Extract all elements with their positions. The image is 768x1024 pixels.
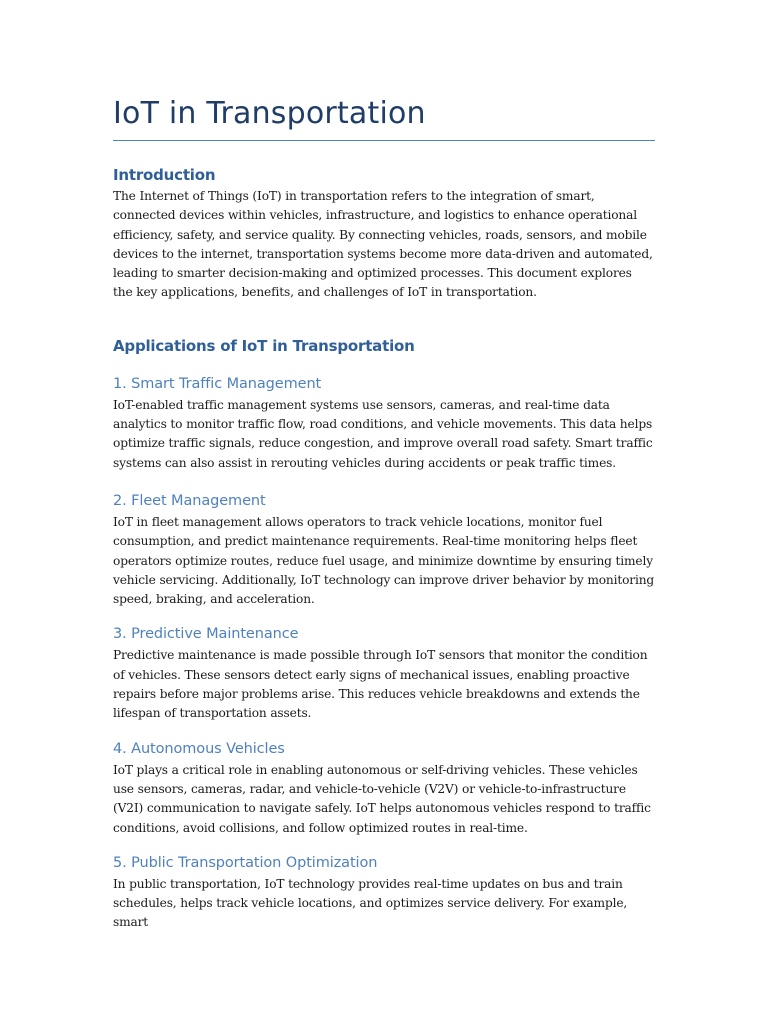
section-paragraph-smart-traffic: IoT-enabled traffic management systems use sensors, cameras, and real-time data analytics to monitor traffic flow, road conditions, and vehicle movements. This data helps optimize traffic signals, reduce congestion, and improve overall road safety. Smart traffic systems can also assist in rerouting vehicles during accidents or peak traffic times. [113,397,653,470]
section-paragraph-public-transportation: In public transportation, IoT technology provides real-time updates on bus and train schedules, helps track vehicle locations, and optimizes service delivery. For example, smart [113,876,628,930]
section-heading-smart-traffic: 1. Smart Traffic Management [113,375,322,392]
document-page [113,94,655,933]
section-heading-predictive-maintenance: 3. Predictive Maintenance [113,626,299,643]
section-paragraph-fleet-management: IoT in fleet management allows operators to track vehicle locations, monitor fuel consumption, and predict maintenance requirements. Real-time monitoring helps fleet operators optimize routes, reduce fuel usage, and minimize downtime by ensuring timely vehicle servicing. Additionally, IoT technology can improve driver behavior by monitoring speed, braking, and acceleration. [113,514,655,607]
section-paragraph-predictive-maintenance: Predictive maintenance is made possible through IoT sensors that monitor the condition of vehicles. These sensors detect early signs of mechanical issues, enabling proactive repairs before major problems arise. This reduces vehicle breakdowns and extends the lifespan of transportation assets. [113,648,648,721]
section-paragraph-autonomous-vehicles: IoT plays a critical role in enabling autonomous or self-driving vehicles. These vehicles use sensors, cameras, radar, and vehicle-to-vehicle (V2V) or vehicle-to-infrastructure (V2I) communication to navigate safely. IoT helps autonomous vehicles respond to traffic conditions, avoid collisions, and follow optimized routes in real-time. [113,762,651,835]
introduction-paragraph: The Internet of Things (IoT) in transportation refers to the integration of smart, connected devices within vehicles, infrastructure, and logistics to enhance operational efficiency, safety, and service quality. By connecting vehicles, roads, sensors, and mobile devices to the internet, transportation systems become more data-driven and automated, leading to smarter decision-making and optimized processes. This document explores the key applications, benefits, and challenges of IoT in transportation. [113,189,653,300]
applications-heading: Applications of IoT in Transportation [113,336,415,355]
section-heading-public-transportation: 5. Public Transportation Optimization [113,854,378,871]
section-heading-fleet-management: 2. Fleet Management [113,492,266,509]
document-title: IoT in Transportation [113,96,426,131]
title-divider [113,140,655,141]
introduction-heading: Introduction [113,166,216,184]
section-heading-autonomous-vehicles: 4. Autonomous Vehicles [113,740,285,757]
